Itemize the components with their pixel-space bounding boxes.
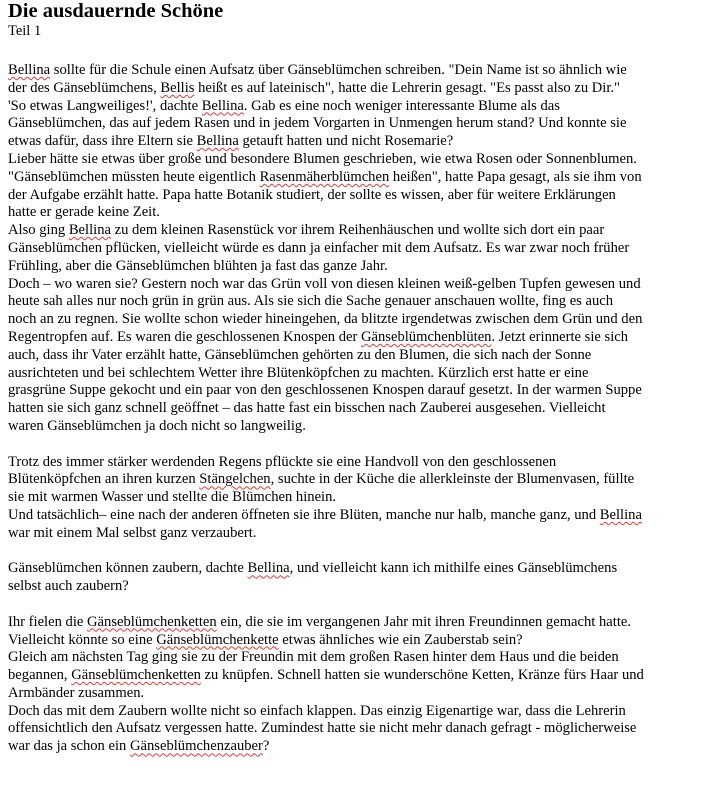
text-line xyxy=(8,115,705,133)
text-run: sie mit warmen Wasser und stellte die Blümchen hinein. xyxy=(8,489,337,506)
text-line xyxy=(8,329,705,347)
text-run: begannen, xyxy=(8,667,72,684)
text-run: Trotz des immer stärker werdenden Regens pflückte sie eine Handvoll von den geschlossenen xyxy=(8,453,557,470)
text-line xyxy=(8,293,705,311)
paragraph-gap xyxy=(8,436,705,454)
text-run: , und vielleicht kann ich mithilfe eines Gänseblümchens xyxy=(289,560,618,577)
text-run: hatte er gerade keine Zeit. xyxy=(8,204,160,221)
paragraph-gap xyxy=(8,596,705,614)
text-run: Ihr fielen die xyxy=(8,613,88,630)
text-line xyxy=(8,525,705,543)
text-line xyxy=(8,418,705,436)
document-body xyxy=(8,62,705,756)
body-paragraph xyxy=(8,560,705,596)
spellcheck-flagged-word: Stängelchen xyxy=(199,471,271,488)
text-line xyxy=(8,365,705,383)
text-line xyxy=(8,382,705,400)
text-run: Doch das mit dem Zaubern wollte nicht so einfach klappen. Das einzig Eigenartige war, dass die Lehrerin xyxy=(8,702,626,719)
text-run: etwas dafür, dass ihre Eltern sie xyxy=(8,133,197,150)
spellcheck-flagged-word: Rasenmäherblümchen xyxy=(259,168,390,185)
text-line xyxy=(8,169,705,187)
text-run: Gänseblümchen können zaubern, dachte xyxy=(8,560,248,577)
text-line xyxy=(8,632,705,650)
text-run: zu dem kleinen Rasenstück vor ihrem Reihenhäuschen und wollte sich dort ein paar xyxy=(110,222,605,239)
text-run: Gleich am nächsten Tag ging sie zu der Freundin mit dem großen Rasen hinter dem Haus und die beiden xyxy=(8,649,619,666)
text-line xyxy=(8,311,705,329)
text-run: Regentropfen auf. Es waren die geschlossenen Knospen der xyxy=(8,328,361,345)
text-run: Lieber hätte sie etwas über große und besondere Blumen geschrieben, wie etwa Rosen oder Sonnenblumen. xyxy=(8,150,637,167)
text-line xyxy=(8,258,705,276)
text-run: offensichtlich den Aufsatz vergessen hatte. Zumindest hatte sie nicht mehr danach gefragt - möglicherweise xyxy=(8,720,637,737)
paragraph-gap xyxy=(8,543,705,561)
text-line xyxy=(8,560,705,578)
text-line xyxy=(8,507,705,525)
document-subtitle: Teil 1 xyxy=(8,23,42,39)
text-run: sollte für die Schule einen Aufsatz über Gänseblümchen schreiben. "Dein Name ist so ähnlich wie xyxy=(50,62,627,78)
text-line xyxy=(8,738,705,756)
text-line xyxy=(8,489,705,507)
text-run: war mit einem Mal selbst ganz verzaubert. xyxy=(8,524,257,541)
spellcheck-flagged-word: Bellina xyxy=(247,560,290,577)
spellcheck-flagged-word: Gänseblümchenkette xyxy=(156,631,279,648)
text-run: auch, dass ihr Vater erzählt hatte, Gänseblümchen gehörten zu den Blumen, die sich nach der Sonne xyxy=(8,346,592,363)
text-line xyxy=(8,222,705,240)
text-run: Armbänder zusammen. xyxy=(8,684,145,701)
text-run: Also ging xyxy=(8,222,69,239)
text-run: "Gänseblümchen müssten heute eigentlich xyxy=(8,168,260,185)
body-paragraph xyxy=(8,62,705,436)
text-line xyxy=(8,720,705,738)
text-line xyxy=(8,133,705,151)
spellcheck-flagged-word: Gänseblümchenblüten xyxy=(360,328,492,345)
text-run: zu knüpfen. Schnell hatten sie wunderschöne Ketten, Kränze fürs Haar und xyxy=(200,667,644,684)
text-line xyxy=(8,187,705,205)
text-line xyxy=(8,614,705,632)
text-line xyxy=(8,400,705,418)
text-line xyxy=(8,649,705,667)
text-run: grasgrüne Suppe gekocht und ein paar von den geschlossenen Knospen darauf gesetzt. In der warmen Suppe xyxy=(8,382,642,399)
text-run: heute sah alles nur noch grün in grün aus. Als sie sich die Sache genauer anschauen wollte, fing es auch xyxy=(8,293,614,310)
text-run: ? xyxy=(262,738,270,755)
spellcheck-flagged-word: Bellina xyxy=(8,62,51,78)
text-line xyxy=(8,454,705,472)
text-run: . Jetzt erinnerte sie sich xyxy=(491,328,629,345)
text-run: Gänseblümchen pflücken, vielleicht würde es dann ja einfacher mit dem Aufsatz. Es war zwar noch früher xyxy=(8,239,630,256)
spellcheck-flagged-word: Gänseblümchenketten xyxy=(71,667,201,684)
text-run: Vielleicht könnte so eine xyxy=(8,631,157,648)
text-line xyxy=(8,703,705,721)
text-run: heißen", hatte Papa gesagt, als sie ihm von xyxy=(389,168,642,185)
text-run: Und tatsächlich– eine nach der anderen öffneten sie ihre Blüten, manche nur halb, manche ganz, und xyxy=(8,506,600,523)
text-run: Blütenköpfchen an ihren kurzen xyxy=(8,471,200,488)
text-run: der Aufgabe erzählt hatte. Papa hatte Botanik studiert, der sollte es wissen, aber für weitere Erklärungen xyxy=(8,186,616,203)
text-line xyxy=(8,578,705,596)
text-run: waren Gänseblümchen ja doch nicht so langweilig. xyxy=(8,417,306,434)
text-run: 'So etwas Langweiliges!', dachte xyxy=(8,97,202,114)
text-run: noch an zu regnen. Sie wollte schon wieder hineingehen, da blitzte irgendetwas zwischen dem Grün und den xyxy=(8,311,643,328)
text-run: Doch – wo waren sie? Gestern noch war das Grün voll von diesen kleinen weiß-gelben Tupfen gewesen und xyxy=(8,275,641,292)
text-run: , suchte in der Küche die allerkleinste der Blumenvasen, füllte xyxy=(270,471,635,488)
text-line xyxy=(8,667,705,685)
text-line xyxy=(8,471,705,489)
text-run: etwas ähnliches wie ein Zauberstab sein? xyxy=(278,631,523,648)
spellcheck-flagged-word: Bellina xyxy=(201,97,244,114)
text-run: Frühling, aber die Gänseblümchen blühten ja fast das ganze Jahr. xyxy=(8,257,388,274)
text-line xyxy=(8,347,705,365)
text-line xyxy=(8,240,705,258)
text-run: hatten sie sich ganz schnell geöffnet – das hatte fast ein bisschen nach Zauberei ausgesehen. Vielleicht xyxy=(8,400,606,417)
spellcheck-flagged-word: Bellina xyxy=(599,506,642,523)
spellcheck-flagged-word: Bellina xyxy=(68,222,111,239)
text-run: ausrichteten und bei schlechtem Wetter ihre Blütenköpfchen zu machten. Kürzlich erst hatte er eine xyxy=(8,364,589,381)
spellcheck-flagged-word: Bellina xyxy=(196,133,239,150)
spellcheck-flagged-word: Gänseblümchenketten xyxy=(87,613,217,630)
text-line xyxy=(8,98,705,116)
text-line xyxy=(8,151,705,169)
text-line xyxy=(8,276,705,294)
text-line xyxy=(8,204,705,222)
text-line xyxy=(8,62,705,80)
text-run: . Gab es eine noch weniger interessante Blume als das xyxy=(243,97,560,114)
body-paragraph xyxy=(8,614,705,756)
text-run: war das ja schon ein xyxy=(8,738,130,755)
text-run: ein, die sie im vergangenen Jahr mit ihren Freundinnen gemacht hatte. xyxy=(216,613,632,630)
spellcheck-flagged-word: Gänseblümchenzauber xyxy=(129,738,263,755)
body-paragraph xyxy=(8,454,705,543)
text-line xyxy=(8,685,705,703)
document-title: Die ausdauernde Schöne xyxy=(8,0,224,22)
text-run: der des Gänseblümchens, xyxy=(8,79,161,96)
text-run: Gänseblümchen, das auf jedem Rasen und in jedem Vorgarten in Unmengen herum stand? Und konnte sie xyxy=(8,115,627,132)
text-run: getauft hatten und nicht Rosemarie? xyxy=(238,133,454,150)
text-line xyxy=(8,80,705,98)
text-run: heißt es auf lateinisch", hatte die Lehrerin gesagt. "Es passt also zu Dir." xyxy=(194,79,621,96)
text-run: selbst auch zaubern? xyxy=(8,578,129,595)
spellcheck-flagged-word: Bellis xyxy=(160,79,195,96)
